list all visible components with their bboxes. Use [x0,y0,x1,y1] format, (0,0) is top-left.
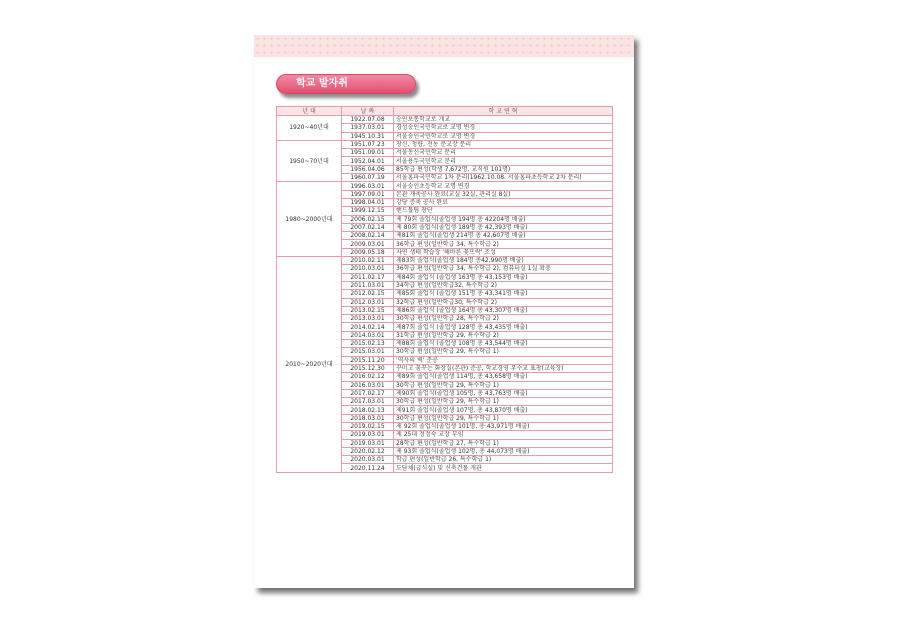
era-cell: 2010~2020년대 [277,257,342,473]
event-cell: 서울홍파국민학교 1차 분리(1962.10.08. 서울홍파초등학교 2차 분리) [394,174,613,182]
date-cell: 2007.02.14 [342,223,394,231]
date-cell: 2020.03.01 [342,456,394,464]
date-cell: 1922.07.08 [342,116,394,124]
table-row [277,257,613,265]
date-cell: 2014.03.01 [342,331,394,339]
era-cell: 1920~40년대 [277,116,342,141]
date-cell: 1952.04.01 [342,157,394,165]
event-cell: 34학급 편성(일반학급32, 특수학급 2) [394,281,613,289]
table-row [277,116,613,124]
event-cell: 서울용두국민학교 분리 [394,157,613,165]
section-title: 학교 발자취 [296,78,348,89]
date-cell: 2018.03.01 [342,414,394,422]
event-cell: 제90회 졸업식(졸업생 105명, 총 43,763명 배출) [394,389,613,397]
date-cell: 2015.02.13 [342,340,394,348]
event-cell: 서울숭인초등학교 교명 변경 [394,182,613,190]
event-cell: 제87회 졸업식 (졸업생 128명 총 43,435명 배출) [394,323,613,331]
date-cell: 2012.02.15 [342,290,394,298]
event-cell: 30학급 편성(일반학급 29, 특수학급 1) [394,348,613,356]
date-cell: 2018.02.13 [342,406,394,414]
date-cell: 2019.03.01 [342,439,394,447]
event-cell: '역사의 벽' 준공 [394,356,613,364]
date-cell: 1951.07.23 [342,140,394,148]
date-cell: 2016.03.01 [342,381,394,389]
date-cell: 2019.03.01 [342,431,394,439]
table-row [277,140,613,148]
event-cell: 제85회 졸업식 (졸업생 151명 총 43,341명 배출) [394,290,613,298]
event-cell: 28학급 편성(일반학급 27, 특수학급 1) [394,439,613,447]
date-cell: 2013.03.01 [342,315,394,323]
date-cell: 1945.10.31 [342,132,394,140]
event-cell: 제 80회 졸업식(졸업생 189명 총 42,393명 배출) [394,223,613,231]
school-history-table [276,106,613,473]
date-cell: 2020.02.12 [342,447,394,455]
date-cell: 2006.02.15 [342,215,394,223]
date-cell: 2009.05.18 [342,248,394,256]
header-history: 학 교 연 혁 [394,107,613,116]
event-cell: 36학급 편성(일반학급 34, 특수학급 2) [394,240,613,248]
date-cell: 2020.11.24 [342,464,394,472]
date-cell: 2015.11.20 [342,356,394,364]
event-cell: 제 79회 졸업식(졸업생 194명 총 42204명 배출) [394,215,613,223]
header-date: 날 짜 [342,107,394,116]
event-cell: 30학급 편성(일반학급 29, 특수학급 1) [394,414,613,422]
event-cell: 36학급 편성(일반학급 34, 특수학급 2), 컴퓨터실 1실 확충 [394,265,613,273]
event-cell: 30학급 편성(일반학급 29, 특수학급 1) [394,381,613,389]
date-cell: 2015.03.01 [342,348,394,356]
date-cell: 2011.03.01 [342,281,394,289]
date-cell: 1960.07.19 [342,174,394,182]
date-cell: 2016.02.12 [342,373,394,381]
event-cell: 제 92회 졸업식(졸업생 101명, 총 43,971명 배출) [394,422,613,430]
event-cell: 85학급 편성(학생 7,672명, 교직원 101명) [394,165,613,173]
header-era: 년 대 [277,107,342,116]
date-cell: 1951.09.01 [342,149,394,157]
date-cell: 2015.12.30 [342,364,394,372]
event-cell: 제91회 졸업식(졸업생 107명, 총 43,870명 배출) [394,406,613,414]
date-cell: 1999.12.15 [342,207,394,215]
date-cell: 2014.02.14 [342,323,394,331]
date-cell: 1996.03.01 [342,182,394,190]
date-cell: 2010.02.11 [342,257,394,265]
event-cell: 32학급 편성(일반학급30, 특수학급 2) [394,298,613,306]
section-title-badge [276,74,416,94]
event-cell: 학급 편성(일반학급 26, 특수학급 1) [394,456,613,464]
date-cell: 2013.02.15 [342,306,394,314]
era-cell: 1950~70년대 [277,140,342,181]
date-cell: 2009.03.01 [342,240,394,248]
date-cell: 2011.02.17 [342,273,394,281]
event-cell: 제84회 졸업식 (졸업생 163명 총 43,153명 배출) [394,273,613,281]
event-cell: 강당 증축 공사 완료 [394,198,613,206]
event-cell: 제83회 졸업식(졸업생 184명 총42,990명 배출) [394,257,613,265]
date-cell: 2017.02.17 [342,389,394,397]
event-cell: 숭인보통학교로 개교 [394,116,613,124]
event-cell: 꾸미고 꿈꾸는 화장실(본관) 준공, 학교경영 우수교 표창(교육장) [394,364,613,372]
date-cell: 1956.04.06 [342,165,394,173]
document-page [254,35,634,588]
event-cell: 경성숭인국민학교로 교명 변경 [394,124,613,132]
date-cell: 2010.03.01 [342,265,394,273]
date-cell: 1937.03.01 [342,124,394,132]
date-cell: 1997.09.01 [342,190,394,198]
event-cell: 서울동신국민학교 분리 [394,149,613,157]
table-row [277,182,613,190]
event-cell: 본관 개축공사 완료(교실 32실, 관리실 8실) [394,190,613,198]
event-cell: 제86회 졸업식 (졸업생 164명 총 43,307명 배출) [394,306,613,314]
event-cell: 제88회 졸업식 (졸업생 108명 총 43,544명 배출) [394,340,613,348]
event-cell: 제 93회 졸업식(졸업생 102명, 총 44,073명 배출) [394,447,613,455]
date-cell: 2017.03.01 [342,398,394,406]
event-cell: 서울숭인국민학교로 교명 변경 [394,132,613,140]
event-cell: 도담채(급식실) 및 신축건물 개관 [394,464,613,472]
date-cell: 2008.02.14 [342,232,394,240]
era-cell: 1980~2000년대 [277,182,342,257]
event-cell: 31학급 편성(일반학급 29, 특수학급 2) [394,331,613,339]
event-cell: 제89회 졸업식(졸업생 114명, 총 43,658명 배출) [394,373,613,381]
date-cell: 2012.03.01 [342,298,394,306]
event-cell: 30학급 편성(일반학급 28, 특수학급 2) [394,315,613,323]
event-cell: 자연 생태 학습장 '해바른 꽃뜨락' 조성 [394,248,613,256]
event-cell: 30학급 편성(일반학급 29, 특수학급 1) [394,398,613,406]
table-body [277,116,613,473]
table-header-row [277,107,613,116]
event-cell: 제 25대 정정숙 교장 부임 [394,431,613,439]
date-cell: 2019.02.15 [342,422,394,430]
event-cell: 창신, 청량, 전농 분교장 분리 [394,140,613,148]
date-cell: 1998.04.01 [342,198,394,206]
event-cell: 핸드볼팀 창단 [394,207,613,215]
event-cell: 제81회 졸업식(졸업생 214명 총 42,607명 배출) [394,232,613,240]
decorative-header-band [254,35,634,57]
